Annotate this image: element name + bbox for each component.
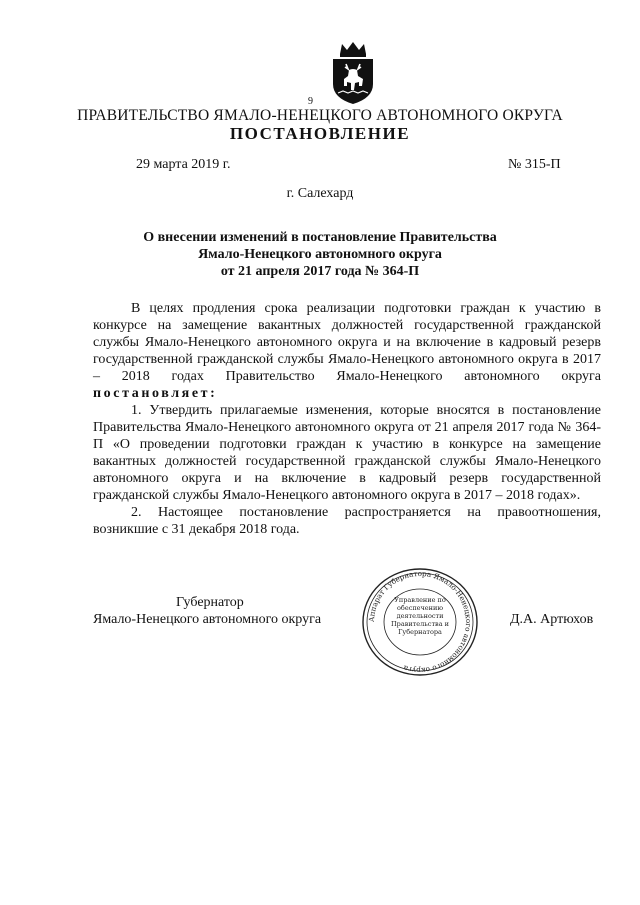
preamble-paragraph [93, 300, 601, 402]
official-stamp [360, 566, 480, 678]
page-number: 9 [308, 96, 313, 107]
decree-word: постановляет: [93, 386, 218, 401]
title-line-1: О внесении изменений в постановление Правительства [143, 230, 497, 245]
coat-of-arms-icon [328, 40, 378, 106]
document-title [90, 229, 550, 280]
organization-name: ПРАВИТЕЛЬСТВО ЯМАЛО-НЕНЕЦКОГО АВТОНОМНОГО ОКРУГА [77, 107, 563, 124]
document-date: 29 марта 2019 г. [136, 157, 231, 172]
stamp-ring-text: Аппарат Губернатора Ямало-Ненецкого автономного округа [366, 568, 474, 676]
document-number: № 315-П [508, 157, 561, 172]
signatory-title: Губернатор [176, 595, 244, 610]
item-2-paragraph: 2. Настоящее постановление распространяется на правоотношения, возникшие с 31 декабря 2018 года. [93, 505, 601, 537]
preamble-text: В целях продления срока реализации подготовки граждан к участию в конкурсе на замещение вакантных должностей государственной гражданской службы Ямало-Ненецкого автономного округа и на включение в кадровый резерв государственной гражданской службы Ямало-Ненецкого автономного округа в 2017 – 2018 годах Правительство Ямало-Ненецкого автономного округа [93, 301, 601, 384]
stamp-center-text: Управление по обеспечению деятельности Правительства и Губернатора [391, 596, 449, 636]
item-1-paragraph: 1. Утвердить прилагаемые изменения, которые вносятся в постановление Правительства Ямало-Ненецкого автономного округа от 21 апреля 2017 года № 364-П «О проведении подготовки граждан к участию в конкурсе на замещение вакантных должностей государственной гражданской службы Ямало-Ненецкого автономного округа и на включение в кадровый резерв государственной гражданской службы Ямало-Ненецкого автономного округа в 2017 – 2018 годах». [93, 403, 601, 503]
signatory-name: Д.А. Артюхов [510, 612, 594, 627]
title-line-3: от 21 апреля 2017 года № 364-П [220, 264, 420, 279]
signatory-organization: Ямало-Ненецкого автономного округа [93, 612, 322, 627]
document-city: г. Салехард [286, 186, 354, 201]
document-type: ПОСТАНОВЛЕНИЕ [229, 124, 411, 143]
title-line-2: Ямало-Ненецкого автономного округа [198, 247, 442, 262]
